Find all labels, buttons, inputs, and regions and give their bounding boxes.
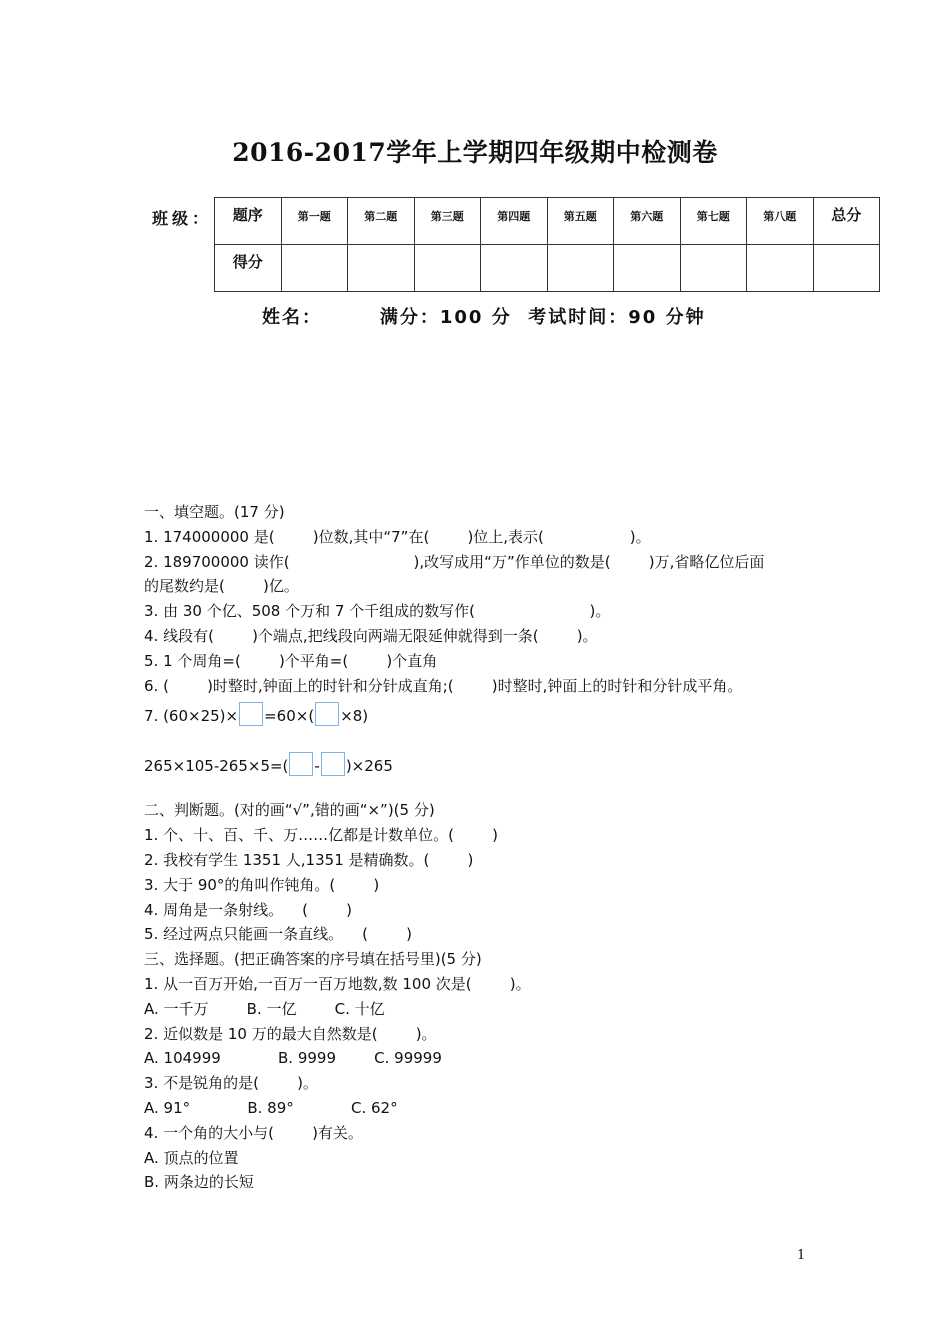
score-table-cell: 第三题 xyxy=(414,198,481,245)
question-line: 1. 174000000 是( )位数,其中“7”在( )位上,表示( )。 xyxy=(144,527,651,546)
score-blank-cell xyxy=(348,245,415,292)
score-blank-cell xyxy=(747,245,814,292)
question-line: 4. 线段有( )个端点,把线段向两端无限延伸就得到一条( )。 xyxy=(144,626,598,645)
question-line: 3. 大于 90°的角叫作钝角。( ) xyxy=(144,875,380,894)
question-line: 2. 189700000 读作( ),改写成用“万”作单位的数是( )万,省略亿位后面 xyxy=(144,552,765,571)
question-line: 3. 由 30 个亿、508 个万和 7 个千组成的数写作( )。 xyxy=(144,602,611,621)
question-line: 7. (60×25)× =60×( ×8) xyxy=(144,698,844,734)
score-table-cell: 第六题 xyxy=(614,198,681,245)
score-blank-cell xyxy=(813,245,880,292)
question-content xyxy=(144,500,844,1195)
score-table-cell: 题序 xyxy=(215,198,282,245)
score-table-cell: 第四题 xyxy=(481,198,548,245)
answer-box[interactable] xyxy=(321,752,345,776)
score-blank-cell xyxy=(481,245,548,292)
name-label: 姓名： xyxy=(262,307,322,328)
score-table-score-row xyxy=(215,245,880,292)
section-heading: 三、选择题。(把正确答案的序号填在括号里)(5 分) xyxy=(144,950,482,969)
class-label: 班级： xyxy=(152,209,213,228)
score-blank-cell xyxy=(680,245,747,292)
question-line: 的尾数约是( )亿。 xyxy=(144,577,299,596)
option-line: B. 两条边的长短 xyxy=(144,1173,254,1192)
score-table-cell: 第二题 xyxy=(348,198,415,245)
exam-time-label: 考试时间：90 分钟 xyxy=(528,307,706,328)
score-table xyxy=(214,197,880,292)
question-line: 2. 近似数是 10 万的最大自然数是( )。 xyxy=(144,1024,437,1043)
full-score-label: 满分：100 分 xyxy=(379,307,512,328)
answer-box[interactable] xyxy=(239,702,263,726)
option-line: A. 一千万 B. 一亿 C. 十亿 xyxy=(144,999,385,1018)
score-table-cell: 第五题 xyxy=(547,198,614,245)
score-table-cell: 得分 xyxy=(215,245,282,292)
question-line: 5. 经过两点只能画一条直线。 ( ) xyxy=(144,925,413,944)
exam-info-line xyxy=(262,303,706,329)
question-line: 3. 不是锐角的是( )。 xyxy=(144,1074,318,1093)
section-heading: 一、填空题。(17 分) xyxy=(144,503,285,521)
score-table-cell: 第一题 xyxy=(281,198,348,245)
question-line: 6. ( )时整时,钟面上的时针和分针成直角;( )时整时,钟面上的时针和分针成平角。 xyxy=(144,676,743,695)
question-line: 265×105-265×5=( - )×265 xyxy=(144,748,844,784)
score-table-cell: 第八题 xyxy=(747,198,814,245)
score-blank-cell xyxy=(414,245,481,292)
page-number: 1 xyxy=(797,1248,806,1263)
question-line: 1. 个、十、百、千、万……亿都是计数单位。( ) xyxy=(144,826,498,845)
question-line: 1. 从一百万开始,一百万一百万地数,数 100 次是( )。 xyxy=(144,974,531,993)
option-line: A. 104999 B. 9999 C. 99999 xyxy=(144,1049,442,1068)
score-blank-cell xyxy=(547,245,614,292)
score-table-cell: 第七题 xyxy=(680,198,747,245)
question-line: 2. 我校有学生 1351 人,1351 是精确数。( ) xyxy=(144,850,474,869)
option-line: A. 顶点的位置 xyxy=(144,1148,239,1167)
question-line: 4. 周角是一条射线。 ( ) xyxy=(144,900,353,919)
page-title: 2016-2017学年上学期四年级期中检测卷 xyxy=(232,138,718,167)
answer-box[interactable] xyxy=(315,702,339,726)
score-table-header-row xyxy=(215,198,880,245)
section-heading: 二、判断题。(对的画“√”,错的画“×”)(5 分) xyxy=(144,801,435,820)
question-line: 4. 一个角的大小与( )有关。 xyxy=(144,1123,363,1142)
answer-box[interactable] xyxy=(289,752,313,776)
question-line: 5. 1 个周角=( )个平角=( )个直角 xyxy=(144,651,438,670)
score-blank-cell xyxy=(614,245,681,292)
score-blank-cell xyxy=(281,245,348,292)
score-table-cell: 总分 xyxy=(813,198,880,245)
option-line: A. 91° B. 89° C. 62° xyxy=(144,1098,398,1117)
